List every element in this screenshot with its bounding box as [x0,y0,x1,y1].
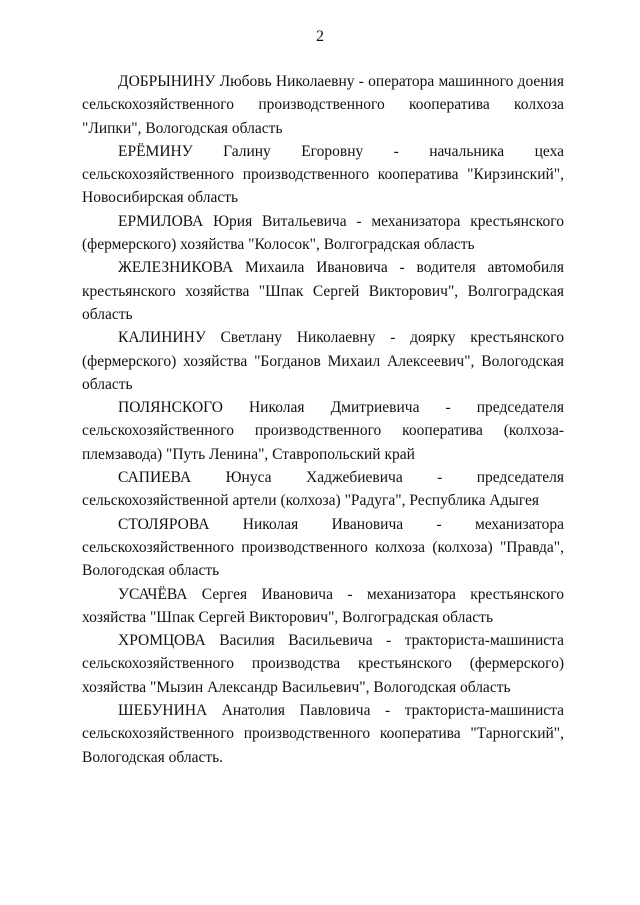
page-number: 2 [316,28,324,45]
award-entry-usachev: УСАЧЁВА Сергея Ивановича - механизатора крестьянского хозяйства "Шпак Сергей Викторович", Волгоградская область [82,585,564,626]
award-entry-dobrynina: ДОБРЫНИНУ Любовь Николаевну - оператора машинного доения сельскохозяйственного производственного кооператива колхоза "Липки", Вологодская область [82,73,564,137]
award-entry-zheleznikov: ЖЕЛЕЗНИКОВА Михаила Ивановича - водителя автомобиля крестьянского хозяйства "Шпак Сергей Викторович", Волгоградская область [82,259,564,323]
award-list [82,70,564,769]
award-entry-shebunin: ШЕБУНИНА Анатолия Павловича - тракториста-машиниста сельскохозяйственного производственного кооператива "Тарногский", Вологодская область. [82,702,564,766]
award-entry-sapiev: САПИЕВА Юнуса Хаджебиевича - председателя сельскохозяйственной артели (колхоза) "Радуга", Республика Адыгея [82,469,564,510]
award-entry-stolyarov: СТОЛЯРОВА Николая Ивановича - механизатора сельскохозяйственного производственного колхоза (колхоза) "Правда", Вологодская область [82,515,564,580]
award-entry-eremina: ЕРЁМИНУ Галину Егоровну - начальника цеха сельскохозяйственного производственного кооператива "Кирзинский", Новосибирская область [82,142,564,207]
award-entry-polyanskiy: ПОЛЯНСКОГО Николая Дмитриевича - председателя сельскохозяйственного производственного кооператива (колхоза-племзавода) "Путь Ленина", Ставропольский край [82,399,564,463]
award-entry-ermilov: ЕРМИЛОВА Юрия Витальевича - механизатора крестьянского (фермерского) хозяйства "Колосок", Волгоградская область [82,212,564,254]
award-entry-khromtsov: ХРОМЦОВА Василия Васильевича - тракториста-машиниста сельскохозяйственного производства крестьянского (фермерского) хозяйства "Мызин Александр Васильевич", Вологодская область [82,632,564,696]
award-entry-kalinina: КАЛИНИНУ Светлану Николаевну - доярку крестьянского (фермерского) хозяйства "Богданов Михаил Алексеевич", Вологодская область [82,329,564,393]
